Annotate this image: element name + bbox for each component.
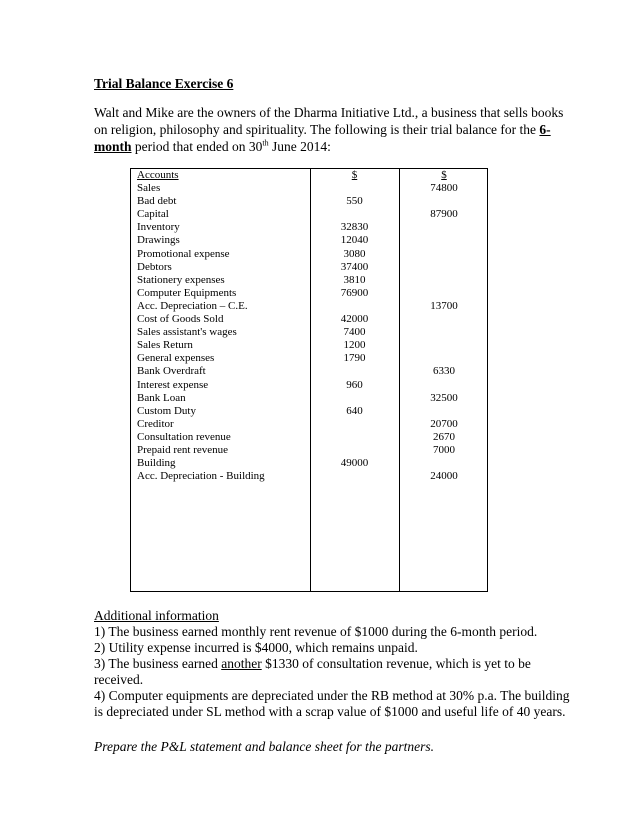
account-name: Debtors [137,260,172,273]
account-name: Creditor [137,417,174,430]
debit-amount: 3810 [343,273,366,286]
trial-balance-table [130,168,488,592]
table-row [131,339,487,352]
table-row [131,300,487,313]
debit-amount: 12040 [340,234,369,247]
account-name: Drawings [137,234,180,247]
intro-period-emphasis: 6- [539,122,551,137]
debit-amount: 37400 [340,260,369,273]
header-credit: $ [441,169,447,181]
account-name: Prepaid rent revenue [137,443,229,456]
account-name: Bad debt [137,195,177,208]
table-row [131,405,487,418]
intro-line-2: on religion, philosophy and spirituality. The following is their trial balance for the 6- [94,122,551,137]
account-name: Acc. Depreciation - Building [137,470,265,483]
trial-balance-rows [131,169,487,483]
account-name: Sales assistant's wages [137,326,237,339]
header-accounts: Accounts [137,169,179,181]
account-name: Bank Loan [137,391,186,404]
debit-amount: 76900 [340,286,369,299]
debit-amount: 640 [346,404,363,417]
table-row [131,182,487,195]
table-row [131,444,487,457]
credit-amount: 74800 [430,182,458,195]
intro-month-emphasis: month [94,139,132,154]
debit-amount: 42000 [340,313,369,326]
account-name: Inventory [137,221,180,234]
table-row [131,379,487,392]
account-name: Capital [137,208,169,221]
debit-amount: 550 [346,195,363,208]
info-item-3-cont: received. [94,672,144,687]
credit-amount: 24000 [430,470,458,483]
credit-amount: 32500 [430,391,458,404]
debit-amount: 1790 [343,352,366,365]
table-row [131,287,487,300]
credit-amount: 6330 [433,365,455,378]
table-row [131,470,487,483]
additional-heading: Additional information [94,608,219,623]
info-item-1: 1) The business earned monthly rent revenue of $1000 during the 6-month period. [94,624,538,639]
debit-amount: 3080 [343,247,366,260]
debit-amount: 1200 [343,339,366,352]
table-row [131,274,487,287]
table-row [131,248,487,261]
table-row [131,352,487,365]
account-name: Stationery expenses [137,273,225,286]
account-name: General expenses [137,352,215,365]
debit-amount: 960 [346,378,363,391]
another-emphasis: another [221,656,262,671]
info-item-4-cont: is depreciated under SL method with a scrap value of $1000 and useful life of 40 years. [94,704,566,719]
account-name: Custom Duty [137,404,196,417]
intro-paragraph [94,104,564,155]
table-row [131,326,487,339]
additional-information [94,608,570,720]
account-name: Building [137,457,176,470]
account-name: Interest expense [137,378,209,391]
task-instruction: Prepare the P&L statement and balance sheet for the partners. [94,739,434,754]
account-name: Computer Equipments [137,286,237,299]
table-header-row [131,169,487,182]
table-row [131,431,487,444]
table-row [131,418,487,431]
header-debit: $ [351,169,358,181]
debit-amount: 7400 [343,326,366,339]
intro-line-1: Walt and Mike are the owners of the Dharma Initiative Ltd., a business that sells books [94,105,564,120]
table-row [131,392,487,405]
table-row [131,313,487,326]
debit-amount: 49000 [340,457,369,470]
account-name: Promotional expense [137,247,230,260]
account-name: Consultation revenue [137,430,231,443]
account-name: Sales Return [137,339,193,352]
credit-amount: 7000 [433,443,455,456]
intro-line-3: month period that ended on 30th June 2014: [94,138,331,154]
account-name: Bank Overdraft [137,365,206,378]
account-name: Sales [137,182,161,195]
credit-amount: 13700 [430,299,458,312]
table-row [131,457,487,470]
credit-amount: 20700 [430,417,458,430]
table-row [131,234,487,247]
info-item-3: 3) The business earned another $1330 of consultation revenue, which is yet to be [94,656,531,671]
table-row [131,261,487,274]
credit-amount: 2670 [433,430,455,443]
account-name: Cost of Goods Sold [137,313,224,326]
account-name: Acc. Depreciation – C.E. [137,299,248,312]
table-row [131,208,487,221]
table-row [131,365,487,378]
info-item-4: 4) Computer equipments are depreciated under the RB method at 30% p.a. The building [94,688,570,703]
credit-amount: 87900 [430,208,458,221]
page-title: Trial Balance Exercise 6 [94,76,234,91]
debit-amount: 32830 [340,221,369,234]
info-item-2: 2) Utility expense incurred is $4000, which remains unpaid. [94,640,418,655]
table-row [131,221,487,234]
table-row [131,195,487,208]
